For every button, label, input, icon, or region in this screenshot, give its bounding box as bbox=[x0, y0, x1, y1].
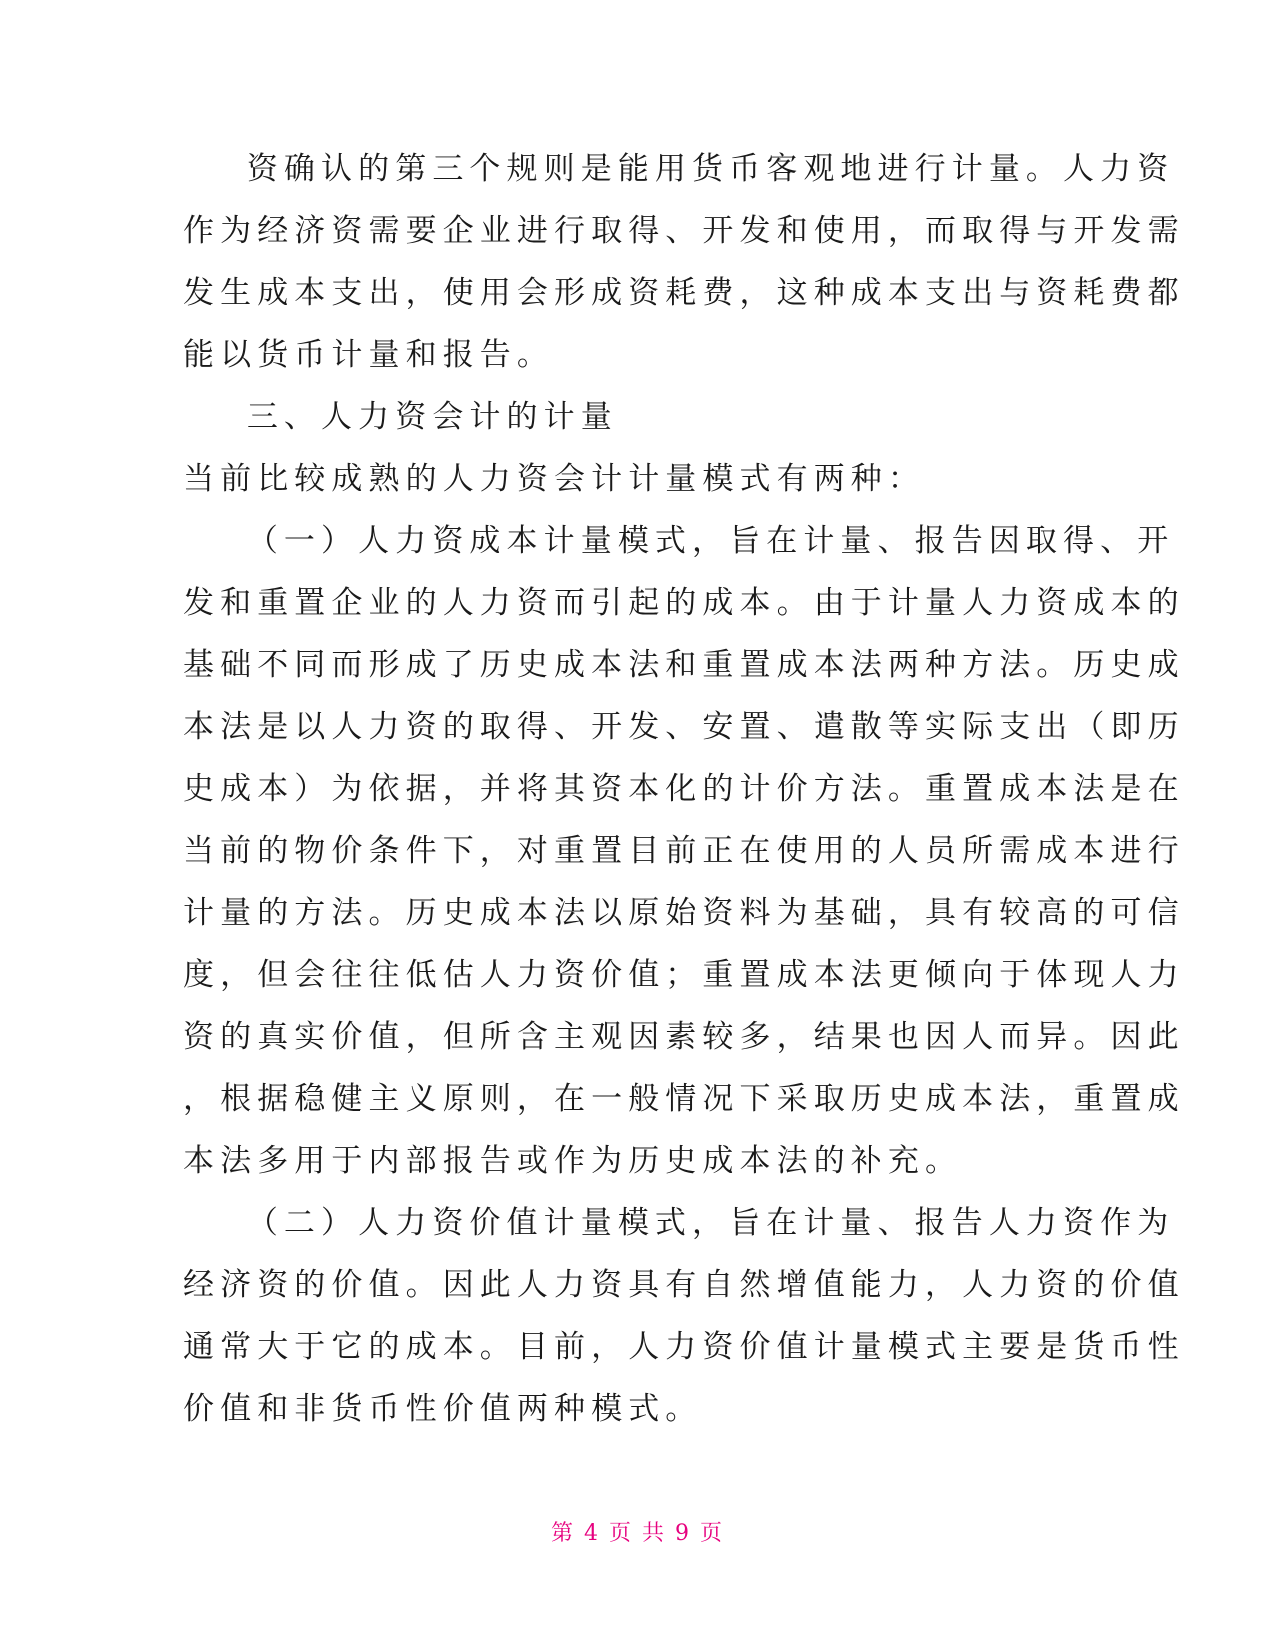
text-line-8: 发和重置企业的人力资而引起的成本。由于计量人力资成本的 bbox=[183, 585, 1185, 621]
text-line-18: （二）人力资价值计量模式，旨在计量、报告人力资作为 bbox=[183, 1205, 1175, 1241]
text-line-11: 史成本）为依据，并将其资本化的计价方法。重置成本法是在 bbox=[183, 771, 1185, 807]
text-line-12: 当前的物价条件下，对重置目前正在使用的人员所需成本进行 bbox=[183, 833, 1185, 869]
text-line-2: 作为经济资需要企业进行取得、开发和使用，而取得与开发需 bbox=[183, 213, 1185, 249]
page-number-footer: 第 4 页 共 9 页 bbox=[551, 1521, 724, 1546]
text-line-10: 本法是以人力资的取得、开发、安置、遣散等实际支出（即历 bbox=[183, 709, 1185, 745]
body-text bbox=[183, 138, 1185, 1440]
text-line-4: 能以货币计量和报告。 bbox=[183, 337, 554, 373]
text-line-7: （一）人力资成本计量模式，旨在计量、报告因取得、开 bbox=[183, 523, 1175, 559]
text-line-9: 基础不同而形成了历史成本法和重置成本法两种方法。历史成 bbox=[183, 647, 1185, 683]
section-heading: 三、人力资会计的计量 bbox=[183, 399, 618, 435]
text-line-14: 度，但会往往低估人力资价值；重置成本法更倾向于体现人力 bbox=[183, 957, 1185, 993]
text-line-20: 通常大于它的成本。目前，人力资价值计量模式主要是货币性 bbox=[183, 1329, 1185, 1365]
text-line-1: 资确认的第三个规则是能用货币客观地进行计量。人力资 bbox=[183, 151, 1175, 187]
text-line-13: 计量的方法。历史成本法以原始资料为基础，具有较高的可信 bbox=[183, 895, 1185, 931]
text-line-19: 经济资的价值。因此人力资具有自然增值能力，人力资的价值 bbox=[183, 1267, 1185, 1303]
text-line-17: 本法多用于内部报告或作为历史成本法的补充。 bbox=[183, 1143, 963, 1179]
text-line-6: 当前比较成熟的人力资会计计量模式有两种： bbox=[183, 461, 925, 497]
text-line-3: 发生成本支出，使用会形成资耗费，这种成本支出与资耗费都 bbox=[183, 275, 1185, 311]
text-line-15: 资的真实价值，但所含主观因素较多，结果也因人而异。因此 bbox=[183, 1019, 1185, 1055]
text-line-21: 价值和非货币性价值两种模式。 bbox=[183, 1391, 703, 1427]
text-line-16: ，根据稳健主义原则，在一般情况下采取历史成本法，重置成 bbox=[183, 1081, 1185, 1117]
